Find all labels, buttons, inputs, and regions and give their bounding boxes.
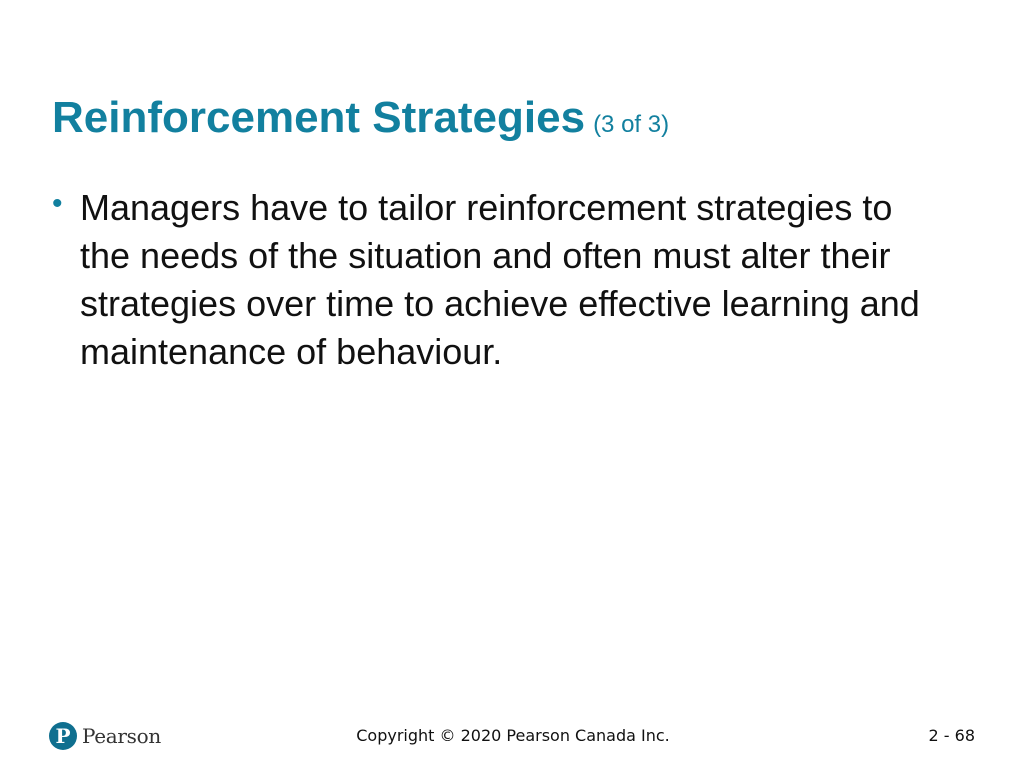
footer <box>0 716 1024 756</box>
page-number: 2 - 68 <box>928 726 975 745</box>
bullet-icon: • <box>52 187 63 220</box>
slide-title-text: Reinforcement Strategies <box>52 93 586 142</box>
pearson-logo-icon: P <box>49 722 77 750</box>
bullet-text: Managers have to tailor reinforcement strategies to the needs of the situation and often must alter their strategies over time to achieve effective learning and maintenance of behaviour. <box>80 187 920 372</box>
pearson-logo-text: Pearson <box>82 724 161 748</box>
bullet-item <box>52 184 952 376</box>
slide-title <box>52 94 669 142</box>
bullet-list <box>52 184 952 376</box>
copyright-text: Copyright © 2020 Pearson Canada Inc. <box>356 726 670 745</box>
slide-title-part: (3 of 3) <box>593 111 670 138</box>
